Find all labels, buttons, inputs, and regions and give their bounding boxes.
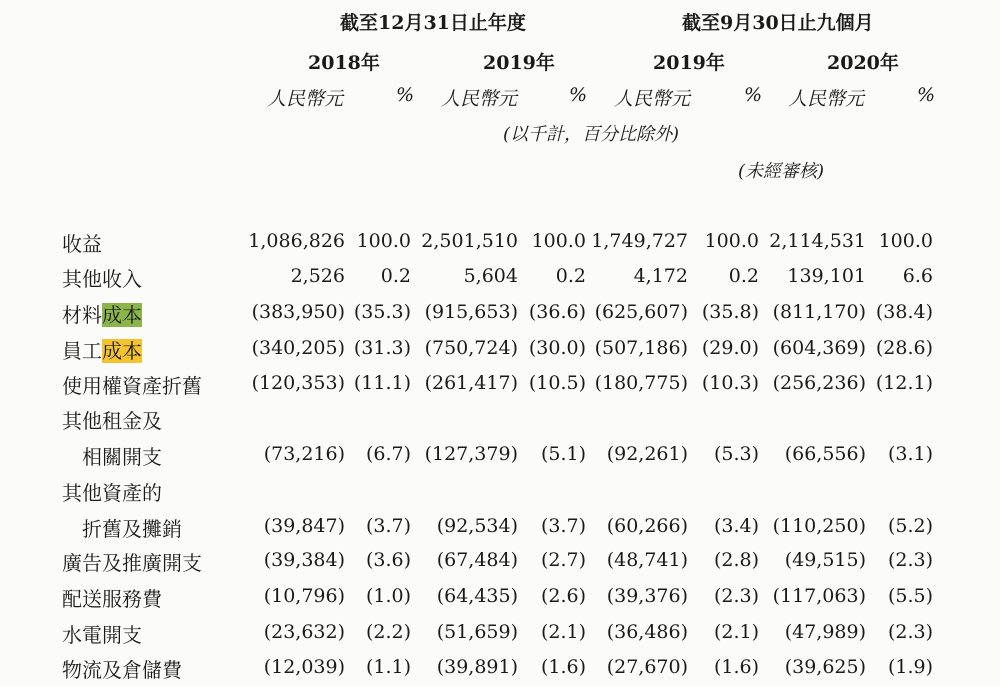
unit-header-percent: % [569,84,588,106]
percent-cell: (10.5) [528,372,586,394]
percent-cell: (2.7) [540,549,586,571]
row-label-advertising: 廣告及推廣開支 [62,551,202,575]
percent-cell: (35.3) [353,301,411,323]
percent-cell: (6.7) [365,443,411,465]
amount-cell: (383,950) [251,301,345,323]
percent-cell: (12.1) [875,372,933,394]
row-label-revenue: 收益 [62,232,102,256]
amount-cell: (39,891) [436,656,518,678]
percent-cell: (3.4) [713,515,759,537]
amount-cell: (36,486) [606,621,688,643]
unit-header-rmb: 人民幣元 [267,88,344,110]
percent-cell: (3.7) [365,515,411,537]
percent-cell: 100.0 [356,230,411,252]
amount-cell: 4,172 [633,265,688,287]
percent-cell: (1.9) [887,656,933,678]
percent-cell: (1.0) [365,585,411,607]
period-header-full-year: 截至12月31日止年度 [340,12,526,34]
percent-cell: (5.5) [887,585,933,607]
amount-cell: (92,261) [606,443,688,465]
amount-cell: (12,039) [263,656,345,678]
percent-cell: (31.3) [353,337,411,359]
percent-cell: 100.0 [531,230,586,252]
highlight-green: 成本 [102,303,142,327]
note-unaudited: (未經審核) [738,161,825,182]
unit-header-percent: % [396,84,415,106]
amount-cell: (507,186) [594,337,688,359]
percent-cell: (5.1) [540,443,586,465]
row-label-delivery: 配送服務費 [62,587,162,611]
row-label-other-depr-line2: 折舊及攤銷 [82,517,182,541]
percent-cell: (2.3) [887,621,933,643]
amount-cell: (73,216) [263,443,345,465]
amount-cell: (39,847) [263,515,345,537]
period-header-nine-months: 截至9月30日止九個月 [682,12,874,34]
percent-cell: (11.1) [353,372,411,394]
row-label-other-rent-line1: 其他租金及 [62,409,162,433]
unit-header-percent: % [744,84,763,106]
amount-cell: (750,724) [424,337,518,359]
amount-cell: (117,063) [772,585,866,607]
percent-cell: 0.2 [555,265,586,287]
percent-cell: (10.3) [701,372,759,394]
amount-cell: (10,796) [263,585,345,607]
amount-cell: (39,384) [263,549,345,571]
amount-cell: (92,534) [436,515,518,537]
percent-cell: (3.7) [540,515,586,537]
row-label-rou-depreciation: 使用權資產折舊 [62,374,202,398]
amount-cell: (23,632) [263,621,345,643]
unit-header-rmb: 人民幣元 [441,88,518,110]
percent-cell: (2.3) [887,549,933,571]
row-label-other-income: 其他收入 [62,267,142,291]
amount-cell: (66,556) [784,443,866,465]
percent-cell: (3.1) [887,443,933,465]
percent-cell: 6.6 [902,265,933,287]
amount-cell: (39,376) [606,585,688,607]
amount-cell: 2,526 [290,265,345,287]
highlight-yellow: 成本 [102,339,142,363]
percent-cell: (2.8) [713,549,759,571]
percent-cell: (36.6) [528,301,586,323]
amount-cell: (180,775) [594,372,688,394]
amount-cell: (915,653) [424,301,518,323]
percent-cell: (28.6) [875,337,933,359]
year-header-2020-9m: 2020年 [827,52,899,74]
note-thousands: (以千計，百分比除外) [503,124,680,145]
amount-cell: (67,484) [436,549,518,571]
percent-cell: (2.1) [540,621,586,643]
amount-cell: 5,604 [463,265,518,287]
percent-cell: (5.2) [887,515,933,537]
amount-cell: (604,369) [772,337,866,359]
unit-header-rmb: 人民幣元 [614,88,691,110]
percent-cell: (38.4) [875,301,933,323]
amount-cell: (51,659) [436,621,518,643]
amount-cell: (261,417) [424,372,518,394]
percent-cell: (1.6) [713,656,759,678]
amount-cell: 1,086,826 [248,230,345,252]
percent-cell: 0.2 [380,265,411,287]
amount-cell: (39,625) [784,656,866,678]
amount-cell: (120,353) [251,372,345,394]
amount-cell: 2,501,510 [421,230,518,252]
amount-cell: (48,741) [606,549,688,571]
percent-cell: (1.6) [540,656,586,678]
row-label-logistics: 物流及倉儲費 [62,658,182,682]
amount-cell: 139,101 [787,265,866,287]
percent-cell: (2.3) [713,585,759,607]
percent-cell: (29.0) [701,337,759,359]
amount-cell: (27,670) [606,656,688,678]
amount-cell: 2,114,531 [769,230,866,252]
amount-cell: (256,236) [772,372,866,394]
amount-cell: (49,515) [784,549,866,571]
percent-cell: (3.6) [365,549,411,571]
percent-cell: (2.6) [540,585,586,607]
percent-cell: (1.1) [365,656,411,678]
year-header-2019-9m: 2019年 [653,52,725,74]
unit-header-percent: % [917,84,936,106]
row-label-other-rent-line2: 相關開支 [82,445,162,469]
percent-cell: (2.2) [365,621,411,643]
amount-cell: 1,749,727 [591,230,688,252]
row-label-other-depr-line1: 其他資產的 [62,481,162,505]
percent-cell: (35.8) [701,301,759,323]
row-label-material-cost: 材料成本 [62,303,142,327]
percent-cell: 100.0 [704,230,759,252]
percent-cell: 0.2 [728,265,759,287]
year-header-2018: 2018年 [308,52,380,74]
percent-cell: (5.3) [713,443,759,465]
unit-header-rmb: 人民幣元 [788,88,865,110]
amount-cell: (110,250) [772,515,866,537]
amount-cell: (47,989) [784,621,866,643]
amount-cell: (340,205) [251,337,345,359]
percent-cell: (30.0) [528,337,586,359]
amount-cell: (625,607) [594,301,688,323]
amount-cell: (64,435) [436,585,518,607]
percent-cell: 100.0 [878,230,933,252]
year-header-2019-full: 2019年 [483,52,555,74]
amount-cell: (127,379) [424,443,518,465]
row-label-utilities: 水電開支 [62,623,142,647]
amount-cell: (60,266) [606,515,688,537]
percent-cell: (2.1) [713,621,759,643]
amount-cell: (811,170) [772,301,866,323]
row-label-staff-cost: 員工成本 [62,339,142,363]
